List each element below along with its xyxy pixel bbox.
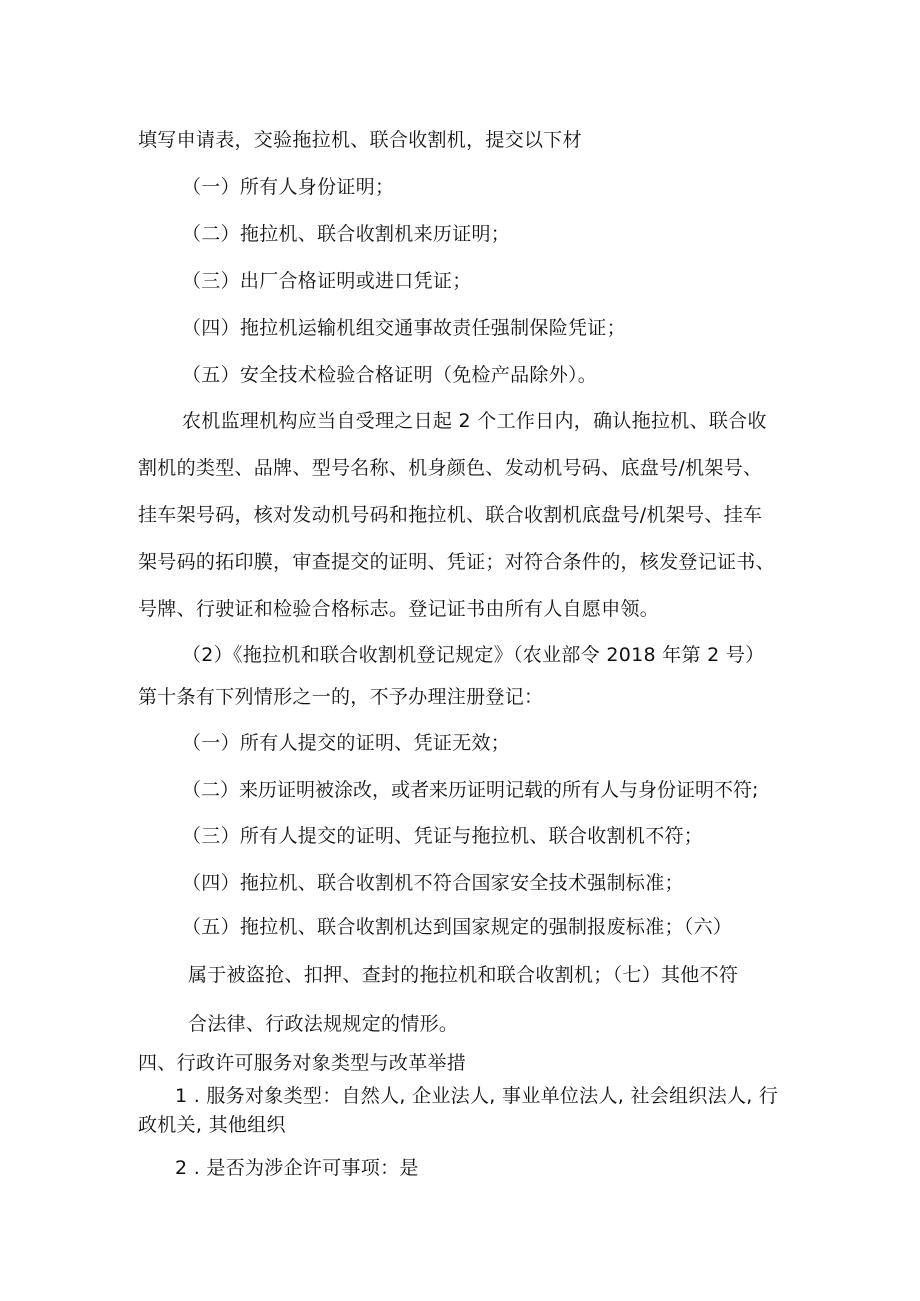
- paragraph-line: 政机关, 其他组织: [138, 1114, 286, 1136]
- paragraph-line: 1 . 服务对象类型：自然人, 企业法人, 事业单位法人, 社会组织法人, 行: [175, 1085, 779, 1107]
- paragraph-line: 挂车架号码，核对发动机号码和拖拉机、联合收割机底盘号/机架号、挂车: [138, 504, 763, 526]
- paragraph-line: （2）《拖拉机和联合收割机登记规定》（农业部令 2018 年第 2 号）: [182, 644, 765, 666]
- list-item: （二）拖拉机、联合收割机来历证明；: [182, 223, 511, 245]
- list-item: （一）所有人身份证明；: [182, 176, 395, 198]
- list-item: （三）出厂合格证明或进口凭证；: [182, 270, 472, 292]
- paragraph-line: 架号码的拓印膜，审查提交的证明、凭证；对符合条件的，核发登记证书、: [138, 551, 775, 573]
- list-item: （一）所有人提交的证明、凭证无效；: [182, 732, 511, 754]
- paragraph-line: 2 . 是否为涉企许可事项：是: [175, 1157, 419, 1179]
- list-item: （五）安全技术检验合格证明（免检产品除外）。: [182, 364, 598, 386]
- paragraph-line: 号牌、行驶证和检验合格标志。登记证书由所有人自愿申领。: [138, 598, 660, 620]
- list-item: （二）来历证明被涂改，或者来历证明记载的所有人与身份证明不符;: [182, 779, 759, 801]
- list-item: （五）拖拉机、联合收割机达到国家规定的强制报废标准；（六）: [182, 916, 733, 938]
- list-item: （四）拖拉机运输机组交通事故责任强制保险凭证；: [182, 317, 626, 339]
- section-heading: 四、行政许可服务对象类型与改革举措: [138, 1052, 467, 1074]
- paragraph-line: 农机监理机构应当自受理之日起 2 个工作日内，确认拖拉机、联合收: [182, 410, 767, 432]
- paragraph-line: 割机的类型、品牌、型号名称、机身颜色、发动机号码、底盘号/机架号、: [138, 457, 763, 479]
- list-item: 合法律、行政法规规定的情形。: [188, 1013, 459, 1035]
- list-item: （三）所有人提交的证明、凭证与拖拉机、联合收割机不符；: [182, 825, 704, 847]
- paragraph-line: 填写申请表，交验拖拉机、联合收割机，提交以下材: [138, 129, 582, 151]
- paragraph-line: 第十条有下列情形之一的，不予办理注册登记：: [138, 686, 544, 708]
- list-item: 属于被盗抢、扣押、查封的拖拉机和联合收割机；（七）其他不符: [188, 964, 739, 986]
- list-item: （四）拖拉机、联合收割机不符合国家安全技术强制标准；: [182, 872, 684, 894]
